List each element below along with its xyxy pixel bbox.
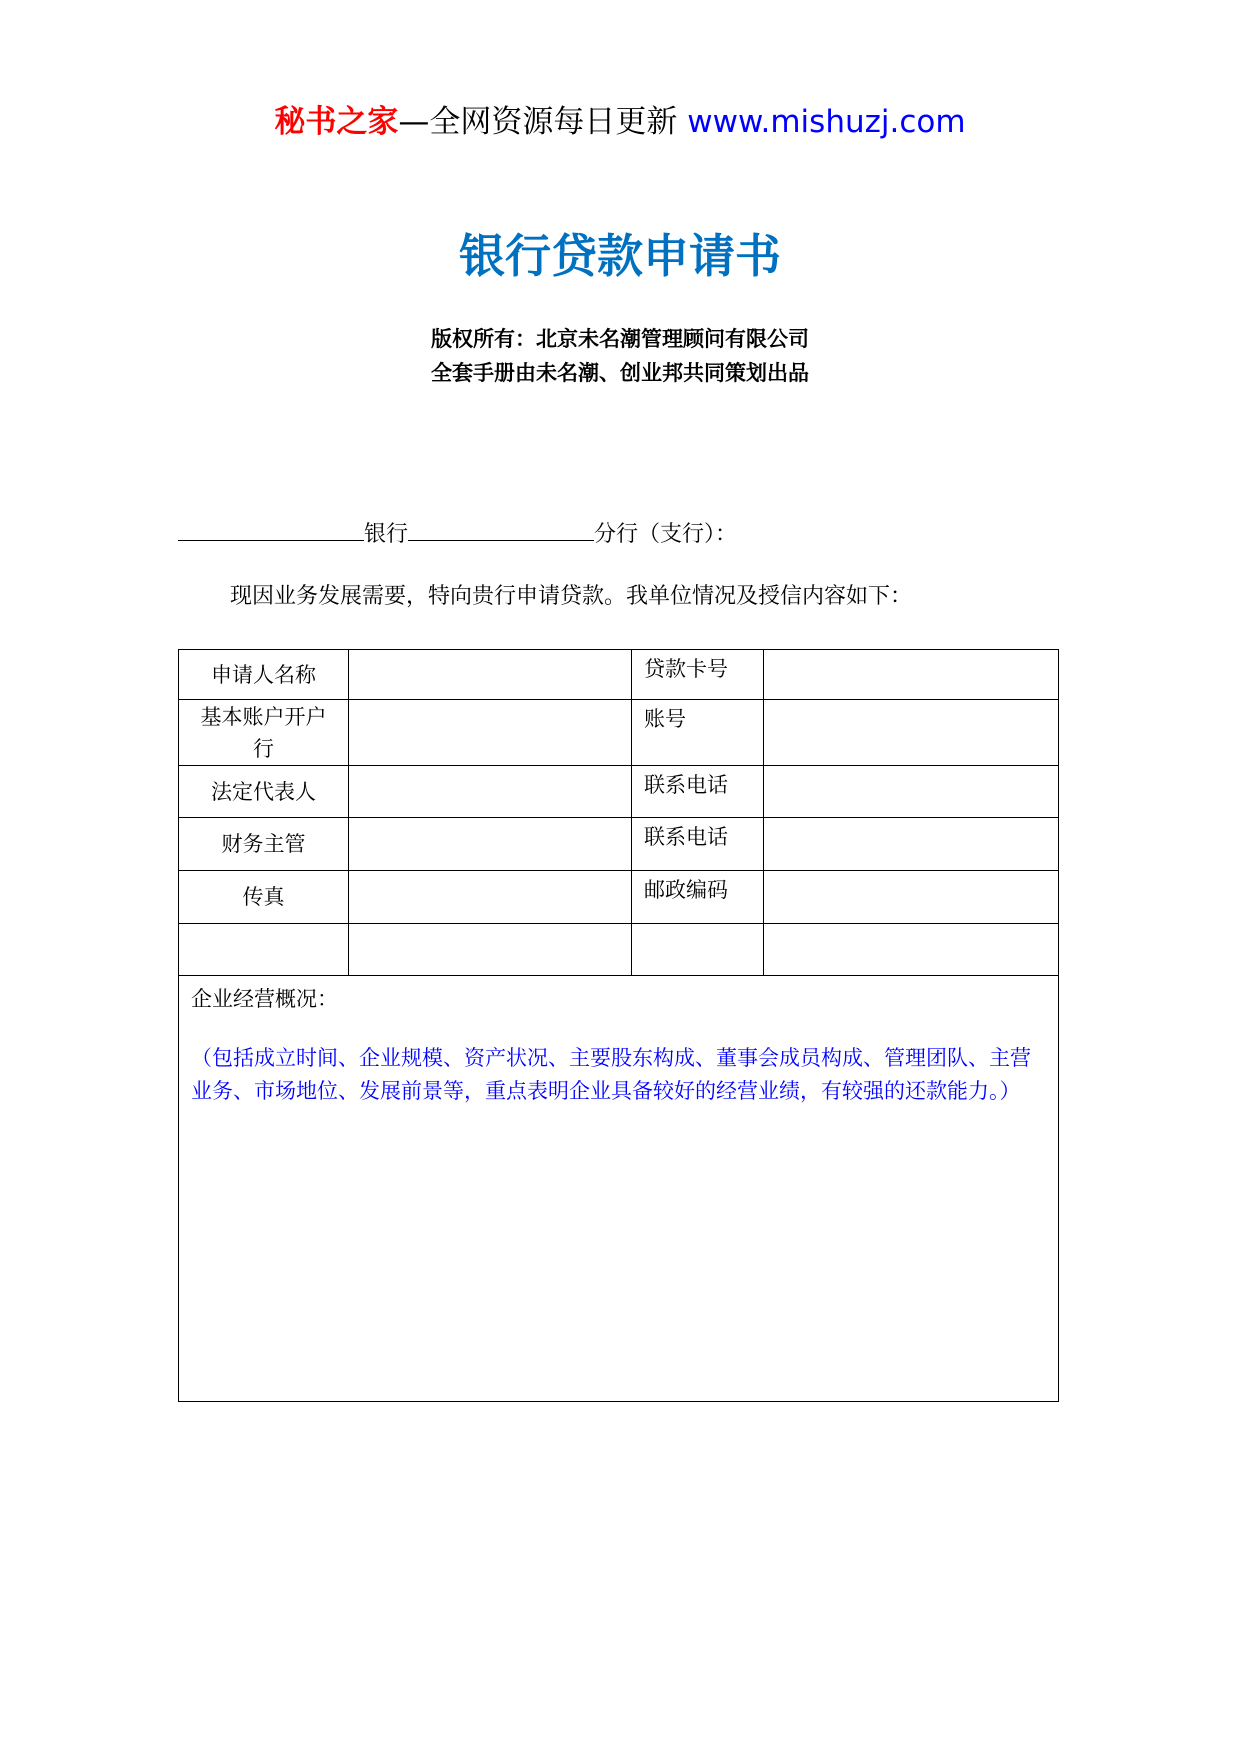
table-row [179, 924, 1059, 976]
table-row [179, 871, 1059, 924]
loan-card-field[interactable] [764, 650, 1059, 700]
phone-field-1[interactable] [764, 766, 1059, 818]
copyright-line-1: 版权所有：北京未名潮管理顾问有限公司 [431, 327, 809, 351]
table-row [179, 650, 1059, 700]
empty-cell[interactable] [179, 924, 349, 976]
site-banner [0, 100, 1240, 144]
application-form-table [178, 649, 1059, 1402]
finance-manager-field[interactable] [349, 818, 632, 871]
table-row [179, 700, 1059, 766]
phone-label-2: 联系电话 [632, 818, 764, 871]
basic-account-bank-field[interactable] [349, 700, 632, 766]
empty-cell[interactable] [349, 924, 632, 976]
salutation-line [178, 514, 737, 552]
phone-field-2[interactable] [764, 818, 1059, 871]
business-overview-hint: （包括成立时间、企业规模、资产状况、主要股东构成、董事会成员构成、管理团队、主营业务、市场地位、发展前景等，重点表明企业具备较好的经营业绩，有较强的还款能力。） [191, 1046, 1031, 1103]
copyright-line-2: 全套手册由未名潮、创业邦共同策划出品 [431, 361, 809, 385]
banner-tagline: —全网资源每日更新 [398, 104, 678, 140]
postal-code-field[interactable] [764, 871, 1059, 924]
document-title: 银行贷款申请书 [459, 229, 781, 283]
table-row [179, 976, 1059, 1402]
finance-manager-label: 财务主管 [179, 818, 349, 871]
fax-label: 传真 [179, 871, 349, 924]
applicant-name-label: 申请人名称 [179, 650, 349, 700]
site-url-link[interactable]: www.mishuzj.com [687, 104, 966, 140]
empty-cell[interactable] [764, 924, 1059, 976]
business-overview-cell[interactable] [179, 976, 1059, 1402]
table-row [179, 818, 1059, 871]
bank-suffix: 银行 [364, 522, 409, 547]
business-overview-label: 企业经营概况： [191, 987, 338, 1011]
empty-cell[interactable] [632, 924, 764, 976]
legal-rep-label: 法定代表人 [179, 766, 349, 818]
account-no-field[interactable] [764, 700, 1059, 766]
table-row [179, 766, 1059, 818]
loan-card-label: 贷款卡号 [632, 650, 764, 700]
applicant-name-field[interactable] [349, 650, 632, 700]
account-no-label: 账号 [632, 700, 764, 766]
bank-name-blank[interactable] [178, 514, 364, 541]
brand-name: 秘书之家 [274, 104, 399, 140]
postal-code-label: 邮政编码 [632, 871, 764, 924]
phone-label-1: 联系电话 [632, 766, 764, 818]
branch-name-blank[interactable] [408, 514, 594, 541]
branch-suffix: 分行（支行）： [594, 522, 738, 547]
legal-rep-field[interactable] [349, 766, 632, 818]
basic-account-bank-label: 基本账户开户行 [179, 700, 349, 766]
intro-paragraph: 现因业务发展需要，特向贵行申请贷款。我单位情况及授信内容如下： [230, 584, 913, 609]
copyright-block [0, 322, 1240, 390]
fax-field[interactable] [349, 871, 632, 924]
